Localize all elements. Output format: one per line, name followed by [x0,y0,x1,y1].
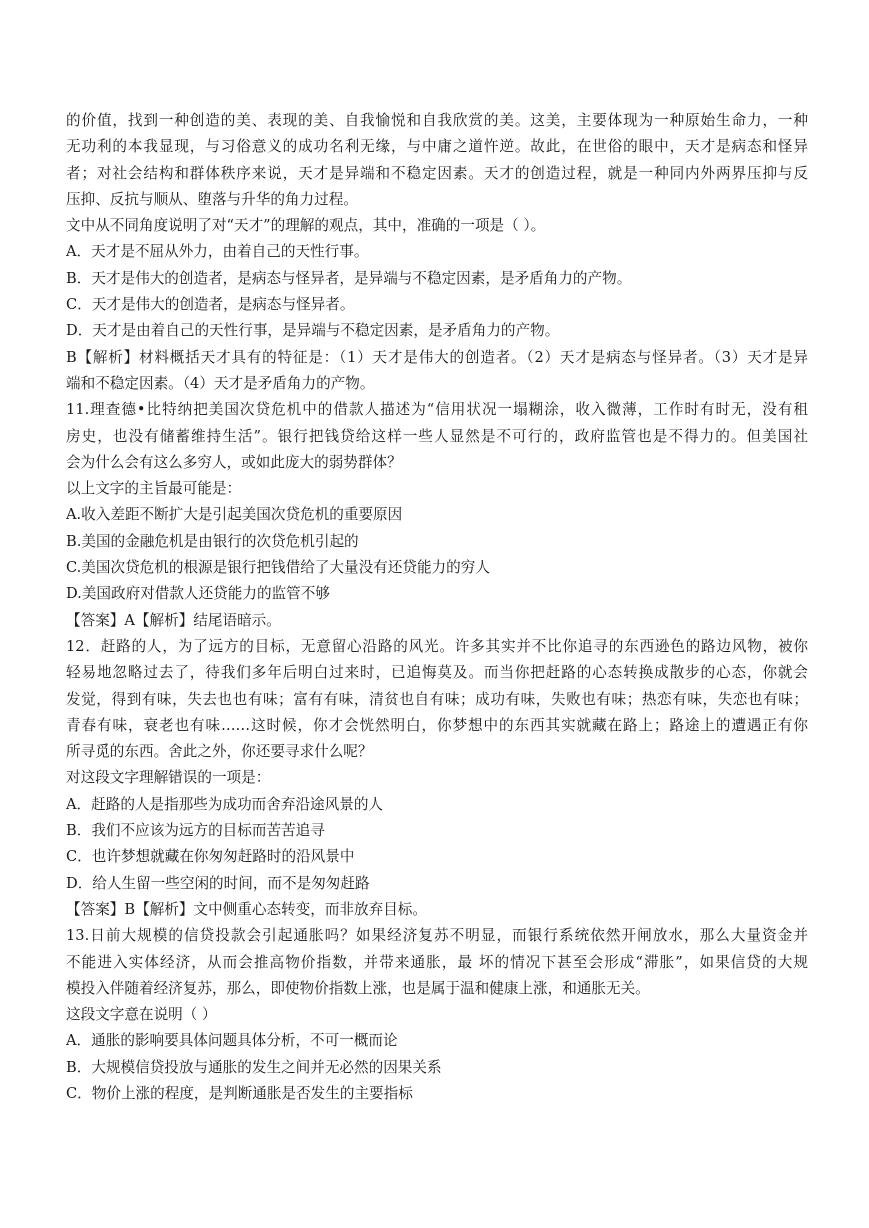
text-line: B【解析】材料概括天才具有的特征是：（1）天才是伟大的创造者。（2）天才是病态与怪异者。（3）天才是异 [66,348,808,366]
text-line: A.收入差距不断扩大是引起美国次贷危机的重要原因 [66,506,403,524]
text-line: 13.日前大规模的信贷投款会引起通胀吗？如果经济复苏不明显，而银行系统依然开闸放水，那么大量资金并 [66,927,808,945]
text-line: 的价值，找到一种创造的美、表现的美、自我愉悦和自我欣赏的美。这美，主要体现为一种原始生命力，一种 [66,112,808,129]
text-line: 文中从不同角度说明了对“天才”的理解的观点，其中，准确的一项是（ ）。 [66,217,546,235]
text-line: C．物价上涨的程度，是判断通胀是否发生的主要指标 [66,1084,413,1102]
text-line: 对这段文字理解错误的一项是： [66,769,271,787]
text-line: 以上文字的主旨最可能是： [66,480,242,498]
text-line: B．大规模信贷投放与通胀的发生之间并无必然的因果关系 [66,1058,442,1076]
text-line: 【答案】A【解析】结尾语暗示。 [66,611,281,629]
text-line: 压抑、反抗与顺从、堕落与升华的角力过程。 [66,190,358,208]
text-line: C.美国次贷危机的根源是银行把钱借给了大量没有还贷能力的穷人 [66,559,490,577]
text-line: 模投入伴随着经济复苏，那么，即使物价指数上涨，也是属于温和健康上涨，和通胀无关。 [66,979,650,997]
text-line: 会为什么会有这么多穷人，或如此庞大的弱势群体？ [66,453,402,471]
text-line: C．天才是伟大的创造者，是病态与怪异者。 [66,296,355,314]
text-line: 12．赶路的人，为了远方的目标，无意留心沿路的风光。许多其实并不比你追寻的东西逊色的路边风物，被你 [66,637,808,655]
text-line: 【答案】B【解析】文中侧重心态转变，而非放弃目标。 [66,900,427,918]
text-line: B．天才是伟大的创造者，是病态与怪异者，是异端与不稳定因素，是矛盾角力的产物。 [66,269,632,287]
text-line: D．天才是由着自己的天性行事，是异端与不稳定因素，是矛盾角力的产物。 [66,322,560,340]
text-line: A．通胀的影响要具体问题具体分析，不可一概而论 [66,1032,398,1050]
text-line: A．赶路的人是指那些为成功而舍弃沿途风景的人 [66,795,384,813]
text-line: D.美国政府对借款人还贷能力的监管不够 [66,585,330,603]
text-line: 青春有味，衰老也有味……这时候，你才会恍然明白，你梦想中的东西其实就藏在路上；路途上的遭遇正有你 [66,716,808,734]
text-line: C．也许梦想就藏在你匆匆赶路时的沿风景中 [66,848,355,866]
text-line: 房史，也没有储蓄维持生活”。银行把钱贷给这样一些人显然是不可行的，政府监管也是不得力的。但美国社 [66,427,808,445]
text-line: B．我们不应该为远方的目标而苦苦追寻 [66,822,325,840]
text-line: 端和不稳定因素。（4）天才是矛盾角力的产物。 [66,374,375,392]
text-line: D．给人生留一些空闲的时间，而不是匆匆赶路 [66,874,370,892]
text-line: 11.理查德•比特纳把美国次贷危机中的借款人描述为“信用状况一塌糊涂，收入微薄，工作时有时无，没有租 [66,401,808,419]
text-line: 无功利的本我显现，与习俗意义的成功名利无缘，与中庸之道忤逆。故此，在世俗的眼中，天才是病态和怪异 [66,138,808,156]
text-line: 者；对社会结构和群体秩序来说，天才是异端和不稳定因素。天才的创造过程，就是一种同内外两界压抑与反 [66,164,808,182]
document-body [66,108,808,1107]
text-line: 发觉，得到有味，失去也也有味；富有有味，清贫也自有味；成功有味，失败也有味；热恋有味，失恋也有味； [66,690,808,708]
text-line: 轻易地忽略过去了，待我们多年后明白过来时，已追悔莫及。而当你把赶路的心态转换成散步的心态，你就会 [66,664,808,682]
text-line: A．天才是不屈从外力，由着自己的天性行事。 [66,243,369,261]
text-line: 不能进入实体经济，从而会推高物价指数，并带来通胀，最 坏的情况下甚至会形成“滞胀”，如果信贷的大规 [66,953,808,971]
text-line: 这段文字意在说明（ ） [66,1006,217,1024]
text-line: B.美国的金融危机是由银行的次贷危机引起的 [66,532,359,550]
text-line: 所寻觅的东西。舍此之外，你还要寻求什么呢？ [66,743,373,761]
